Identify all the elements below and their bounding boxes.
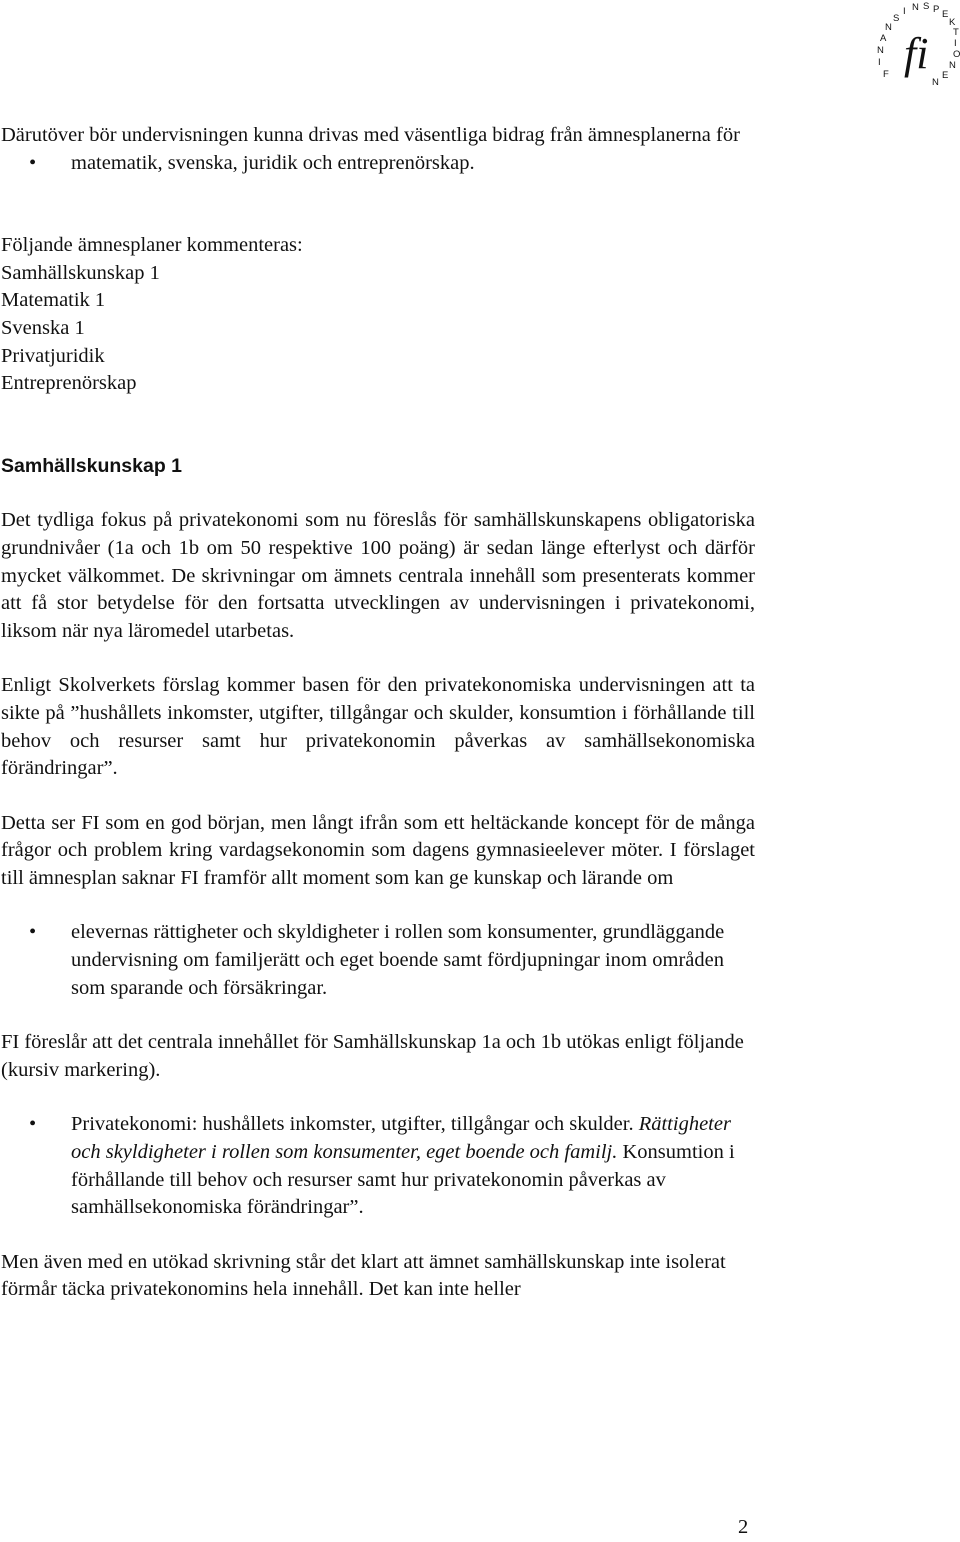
paragraph: Det tydliga fokus på privatekonomi som nu föreslås för samhällskunskapens obligatoriska grundnivåer (1a och 1b om 50 respektive 100 poäng) är sedan länge efterlyst och därför mycket välkommet. De skrivningar om ämnets centrala innehåll som presenterats kommer att få stor betydelse för den fortsatta utvecklingen av undervisningen i privatekonomi, liksom när nya läromedel utarbetas.: [1, 509, 755, 642]
subject-item: Samhällskunskap 1: [1, 261, 160, 284]
svg-text:T: T: [953, 27, 959, 38]
svg-text:I: I: [954, 38, 957, 49]
subjects-intro: Följande ämnesplaner kommenteras:: [1, 234, 303, 257]
svg-text:P: P: [933, 4, 940, 15]
subject-item: Entreprenörskap: [1, 372, 137, 395]
svg-text:F: F: [883, 69, 889, 80]
bullet-icon: •: [29, 151, 37, 174]
list-item: [1, 150, 755, 178]
subject-item: Matematik 1: [1, 289, 106, 312]
svg-text:N: N: [912, 2, 919, 13]
svg-text:N: N: [877, 45, 884, 56]
bullet-list: [1, 1111, 755, 1221]
svg-text:N: N: [949, 60, 956, 71]
bullet-icon: •: [29, 921, 37, 944]
list-item-text: matematik, svenska, juridik och entreprenörskap.: [71, 151, 475, 174]
svg-text:I: I: [903, 6, 906, 17]
finansinspektionen-logo: [868, 2, 960, 86]
svg-text:O: O: [953, 49, 960, 60]
svg-text:N: N: [885, 22, 892, 33]
svg-text:K: K: [949, 17, 956, 28]
paragraph: Detta ser FI som en god början, men långt ifrån som ett heltäckande koncept för de många frågor och problem kring vardagsekonomin som dagens gymnasieelever möter. I förslaget till ämnesplan saknar FI framför allt moment som kan ge kunskap och lärande om: [1, 811, 755, 889]
bullet-list: [1, 919, 755, 1002]
svg-text:E: E: [942, 9, 949, 20]
paragraph: Enligt Skolverkets förslag kommer basen för den privatekonomiska undervisningen att ta sikte på ”hushållets inkomster, utgifter, tillgångar och skulder, konsumtion i förhållande till behov och resurser samt hur privatekonomin påverkas av samhällsekonomiska förändringar”.: [1, 674, 755, 780]
list-item-text: Privatekonomi: hushållets inkomster, utgifter, tillgångar och skulder.: [71, 1113, 634, 1136]
list-item-text: elevernas rättigheter och skyldigheter i rollen som konsumenter, grundläggande undervisning om familjerätt och eget boende samt fördjupningar inom områden som sparande och försäkringar.: [71, 921, 725, 999]
bullet-icon: •: [29, 1113, 37, 1136]
list-item-text: Konsumtion i förhållande till behov och resurser samt hur privatekonomin påverkas av samhällsekonomiska förändringar”.: [71, 1141, 735, 1219]
section-heading: Samhällskunskap 1: [1, 454, 183, 477]
page-number: 2: [738, 1516, 749, 1538]
list-item: [1, 919, 755, 1002]
subject-item: Svenska 1: [1, 316, 85, 339]
paragraph: FI föreslår att det centrala innehållet för Samhällskunskap 1a och 1b utökas enligt följande (kursiv markering).: [1, 1031, 744, 1081]
svg-text:A: A: [880, 33, 887, 44]
svg-text:S: S: [893, 13, 900, 24]
svg-text:E: E: [942, 70, 949, 81]
svg-text:I: I: [878, 57, 881, 68]
subject-item: Privatjuridik: [1, 344, 105, 367]
svg-text:N: N: [932, 77, 939, 86]
document-body: [1, 122, 755, 1304]
list-item: [1, 1111, 755, 1221]
intro-bullet-list: [1, 150, 755, 178]
intro-paragraph: Därutöver bör undervisningen kunna drivas med väsentliga bidrag från ämnesplanerna för: [1, 124, 740, 146]
svg-text:S: S: [923, 2, 930, 12]
svg-text:fi: fi: [904, 29, 929, 78]
paragraph: Men även med en utökad skrivning står det klart att ämnet samhällskunskap inte isolerat förmår täcka privatekonomins hela innehåll. Det kan inte heller: [1, 1250, 726, 1301]
list-item-italic-text: Rättigheter och skyldigheter i rollen som konsumenter, eget boende och familj.: [71, 1113, 731, 1164]
